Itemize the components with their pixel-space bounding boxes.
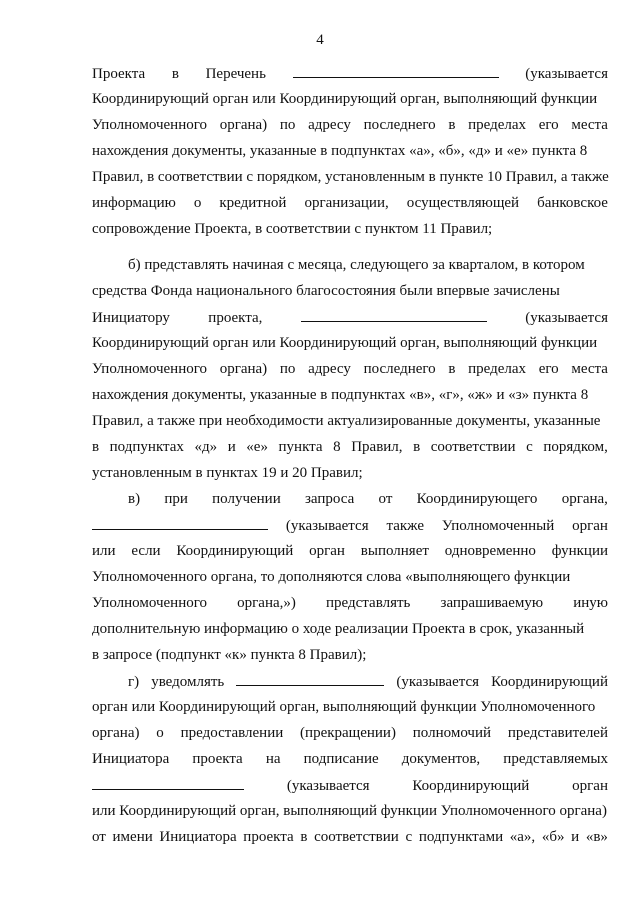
text-line [92, 542, 608, 561]
text-word: соответствии [314, 829, 399, 845]
text-word: функции [551, 543, 608, 559]
text-word: Правил, [351, 439, 403, 455]
text-word: в [448, 117, 456, 133]
text-word: в [171, 66, 179, 82]
text-word: предоставлении [180, 725, 284, 741]
text-line [92, 220, 608, 239]
text-word: Правил, а также при необходимости актуализированные документы, указанные [92, 413, 601, 429]
text-word: подписание [303, 751, 379, 767]
text-word: «б» [541, 829, 565, 845]
text-word: также [386, 518, 425, 534]
text-word: соответствии [430, 439, 516, 455]
text-word: б) представлять начиная с месяца, следующего за кварталом, в котором [128, 257, 585, 273]
text-word: последнего [363, 361, 436, 377]
text-word: или Координирующий орган, выполняющий функции Уполномоченного органа) [92, 803, 607, 819]
text-word: нахождения документы, указанные в подпунктах «в», «г», «ж» и «з» пункта 8 [92, 387, 589, 403]
text-word: пункта [278, 439, 323, 455]
text-word: имени [112, 829, 153, 845]
text-word: органа) [219, 361, 268, 377]
text-word: иную [573, 595, 608, 611]
text-word: пределах [468, 117, 527, 133]
text-word: или [92, 543, 116, 559]
text-word: орган [572, 518, 608, 534]
text-line [128, 256, 608, 275]
text-word: орган [309, 543, 345, 559]
text-word: Координирующий [176, 543, 294, 559]
text-word: нахождения документы, указанные в подпунктах «а», «б», «д» и «е» пункта 8 [92, 143, 588, 159]
text-word: Уполномоченного [92, 595, 207, 611]
text-word: «е» [246, 439, 268, 455]
text-line [92, 194, 608, 213]
text-word: в [92, 439, 100, 455]
text-line [92, 698, 608, 717]
text-word: (указывается [396, 674, 480, 690]
text-word: Координирующий [412, 778, 530, 794]
text-word: от [92, 829, 106, 845]
text-word: адресу [308, 361, 351, 377]
text-word: Инициатора [92, 751, 170, 767]
text-word: (указывается [525, 66, 608, 82]
text-word: в запросе (подпункт «к» пункта 8 Правил); [92, 647, 367, 663]
text-line [92, 568, 608, 587]
text-word: орган или Координирующий орган, выполняющий функции Уполномоченного [92, 699, 596, 715]
text-word: Уполномоченный [441, 518, 555, 534]
fill-in-blank [92, 776, 244, 790]
text-word: 8 [333, 439, 341, 455]
text-word: кредитной [219, 195, 287, 211]
text-line [128, 490, 608, 509]
text-word: адресу [308, 117, 351, 133]
text-word: органа, [561, 491, 608, 507]
text-word: проекта [192, 751, 243, 767]
text-word: Уполномоченного органа, то дополняются слова «выполняющего функции [92, 569, 571, 585]
text-word: органа,») [237, 595, 296, 611]
fill-in-blank [301, 308, 487, 322]
fill-in-blank [236, 672, 384, 686]
text-word: если [131, 543, 161, 559]
text-line [92, 64, 608, 84]
text-line [92, 90, 608, 109]
text-word: дополнительную информацию о ходе реализации Проекта в срок, указанный [92, 621, 585, 637]
text-word: с [405, 829, 413, 845]
text-word: о [156, 725, 164, 741]
text-word: в [413, 439, 421, 455]
text-word: Координирующий орган или Координирующий орган, выполняющий функции [92, 335, 598, 351]
text-word: представлять [326, 595, 411, 611]
text-word: от [378, 491, 393, 507]
text-line [92, 828, 608, 847]
text-word: получении [212, 491, 281, 507]
text-word: «д» [194, 439, 218, 455]
text-word: на [265, 751, 281, 767]
text-line [92, 724, 608, 743]
text-word: пределах [468, 361, 527, 377]
text-word: органа) [219, 117, 268, 133]
text-line [92, 646, 608, 665]
text-word: представителей [507, 725, 608, 741]
text-word: с [526, 439, 533, 455]
text-word: Уполномоченного [92, 361, 207, 377]
text-word: в [300, 829, 308, 845]
text-word: уведомлять [151, 674, 225, 690]
text-line [92, 168, 608, 187]
text-word: представляемых [503, 751, 608, 767]
text-word: и [571, 829, 580, 845]
text-word: выполняет [360, 543, 429, 559]
fill-in-blank [293, 64, 499, 78]
text-line [92, 412, 608, 431]
text-word: установленным в пунктах 19 и 20 Правил; [92, 465, 363, 481]
text-line [92, 620, 608, 639]
text-word: подпунктами [418, 829, 504, 845]
text-word: г) [128, 674, 140, 690]
text-word: о [193, 195, 202, 211]
text-line [92, 334, 608, 353]
text-word: подпунктах [109, 439, 184, 455]
text-word: орган [572, 778, 608, 794]
text-line [92, 750, 608, 769]
text-word: (прекращении) [300, 725, 396, 741]
text-word: Координирующего [416, 491, 538, 507]
text-word: его [538, 361, 559, 377]
text-line [128, 672, 608, 692]
text-word: сопровождение Проекта, в соответствии с пунктом 11 Правил; [92, 221, 493, 237]
text-line [92, 464, 608, 483]
text-word: одновременно [444, 543, 536, 559]
text-word: Уполномоченного [92, 117, 207, 133]
text-word: по [279, 361, 296, 377]
text-word: места [571, 361, 608, 377]
text-word: Координирующий [491, 674, 608, 690]
text-line [92, 360, 608, 379]
text-word: в [448, 361, 456, 377]
text-line [92, 282, 608, 301]
text-word: и [227, 439, 236, 455]
text-word: Правил, в соответствии с порядком, установленным в пункте 10 Правил, а также [92, 169, 609, 185]
text-word: в) [128, 491, 141, 507]
fill-in-blank [92, 516, 268, 530]
text-word: проекта [243, 829, 294, 845]
text-word: «а», [509, 829, 536, 845]
text-word: документов, [401, 751, 481, 767]
text-line [92, 776, 608, 796]
page-number: 4 [316, 32, 324, 48]
text-line [92, 516, 608, 536]
text-word: его [538, 117, 559, 133]
text-line [92, 116, 608, 135]
text-word: Проекта [92, 66, 146, 82]
text-line [92, 308, 608, 328]
text-line [92, 594, 608, 613]
text-word: порядком, [543, 439, 608, 455]
text-word: банковское [537, 195, 608, 211]
text-word: «в» [585, 829, 608, 845]
text-word: полномочий [412, 725, 492, 741]
text-word: по [279, 117, 296, 133]
text-word: запроса [305, 491, 355, 507]
text-word: органа) [92, 725, 140, 741]
text-word: (указывается [525, 310, 608, 326]
text-word: (указывается [285, 518, 369, 534]
text-word: последнего [363, 117, 436, 133]
text-line [92, 438, 608, 457]
text-word: Перечень [205, 66, 266, 82]
text-word: информацию [92, 195, 176, 211]
text-word: запрашиваемую [440, 595, 544, 611]
text-word: места [571, 117, 608, 133]
text-word: (указывается [286, 778, 370, 794]
text-word: организации, [304, 195, 389, 211]
text-word: при [164, 491, 188, 507]
text-word: Координирующий орган или Координирующий орган, выполняющий функции [92, 91, 598, 107]
text-word: осуществляющей [406, 195, 520, 211]
text-word: Инициатора [159, 829, 237, 845]
text-word: Инициатору [92, 310, 170, 326]
text-line [92, 802, 608, 821]
text-line [92, 386, 608, 405]
text-word: средства Фонда национального благосостояния были впервые зачислены [92, 283, 560, 299]
text-line [92, 142, 608, 161]
text-word: проекта, [208, 310, 263, 326]
